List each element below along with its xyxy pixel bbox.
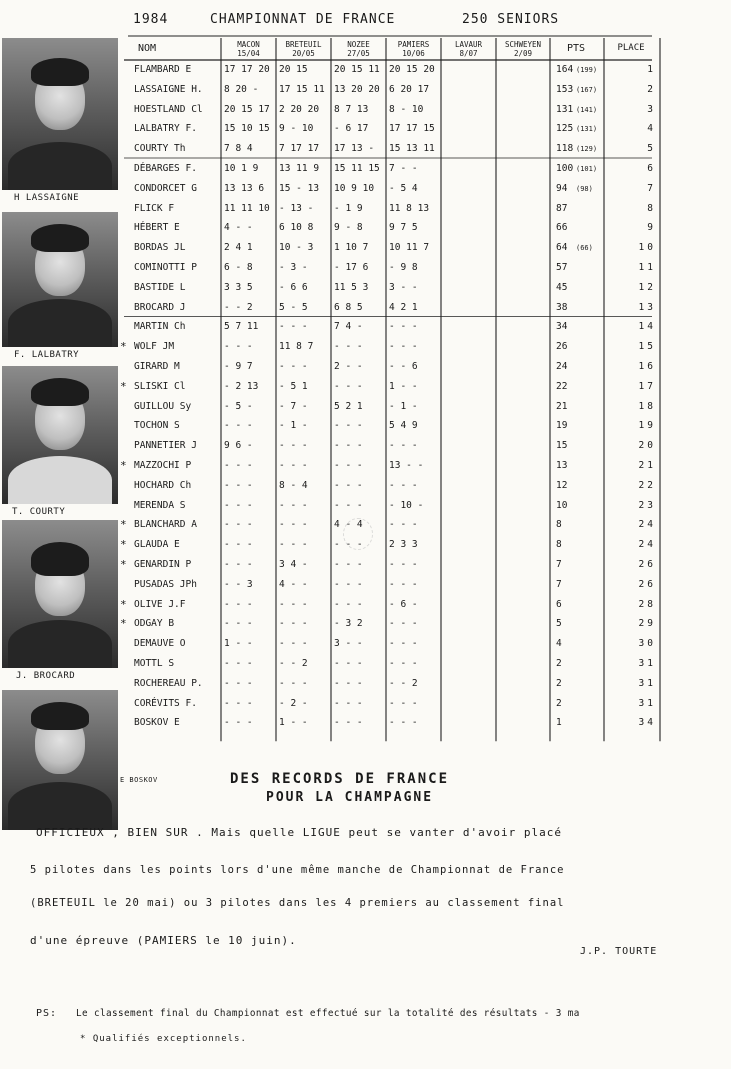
round-result: - - -: [334, 380, 363, 392]
signature: J.P. TOURTE: [580, 946, 658, 957]
qualified-marker: *: [120, 597, 127, 611]
round-place: SCHWEYEN: [504, 40, 542, 49]
round-result: 6 8 5: [334, 301, 363, 313]
final-place: 15: [638, 341, 656, 353]
rider-name: WOLF JM: [134, 341, 175, 353]
rider-name: HOCHARD Ch: [134, 479, 192, 491]
photo-caption: H LASSAIGNE: [14, 193, 80, 203]
round-date: 15/04: [237, 49, 260, 58]
rider-name: CORÉVITS F.: [134, 697, 197, 709]
points-total: 131: [556, 103, 574, 115]
round-date: 27/05: [347, 49, 370, 58]
round-result: 6 10 8: [279, 222, 314, 234]
round-result: 7 8 4: [224, 143, 253, 155]
round-result: - 2 13: [224, 380, 259, 392]
round-result: - - -: [389, 479, 418, 491]
article-line: d'une épreuve (PAMIERS le 10 juin).: [30, 934, 297, 947]
round-result: - - -: [224, 559, 253, 570]
round-result: 4 2 1: [389, 301, 418, 313]
points-total: 2: [556, 658, 562, 669]
points-total: 153: [556, 83, 574, 95]
round-result: - - -: [224, 460, 253, 471]
round-result: 3 4 -: [279, 559, 308, 570]
round-result: - - -: [224, 519, 253, 531]
points-total: 8: [556, 539, 562, 551]
points-total: 21: [556, 400, 568, 412]
qualified-marker: *: [120, 617, 127, 631]
round-result: - 6 -: [389, 598, 418, 610]
round-result: 8 - 4: [279, 479, 308, 491]
round-result: 20 15 20: [389, 64, 435, 75]
round-result: 20 15 17: [224, 103, 270, 115]
points-total: 57: [556, 262, 568, 273]
points-alt: (141): [576, 105, 598, 114]
round-result: - - -: [334, 460, 363, 471]
rider-name: BASTIDE L: [134, 281, 186, 293]
round-result: 13 - -: [389, 460, 424, 471]
rider-name: MAZZOCHI P: [134, 460, 192, 471]
round-result: - 6 17: [334, 123, 369, 135]
round-result: - - -: [389, 697, 418, 709]
round-result: 17 13 -: [334, 143, 375, 155]
round-result: - - -: [334, 578, 363, 590]
photo-caption: T. COURTY: [12, 507, 66, 517]
round-result: - 17 6: [334, 262, 369, 273]
round-result: 8 20 -: [224, 83, 259, 95]
round-result: 1 - -: [389, 380, 418, 392]
final-place: 28: [638, 598, 656, 610]
round-result: 4 - 4: [334, 519, 363, 531]
rider-name: BOSKOV E: [134, 717, 180, 729]
final-place: 34: [638, 717, 656, 729]
round-place: PAMIERS: [397, 40, 430, 49]
final-place: 31: [638, 697, 656, 709]
round-result: 4 - -: [224, 222, 253, 234]
round-result: - - -: [279, 499, 308, 511]
round-result: 11 5 3: [334, 281, 369, 293]
round-result: - 9 7: [224, 361, 253, 372]
round-result: - - -: [334, 341, 363, 353]
round-result: - - -: [389, 578, 418, 590]
points-total: 125: [556, 123, 574, 135]
round-result: 1 - -: [279, 717, 308, 729]
round-result: - - -: [279, 440, 308, 452]
points-total: 15: [556, 440, 568, 452]
final-place: 22: [638, 479, 656, 491]
round-result: - - -: [224, 677, 253, 689]
round-result: 20 15 11: [334, 64, 380, 75]
round-result: 13 20 20: [334, 83, 380, 95]
round-result: 6 - 8: [224, 262, 253, 273]
round-result: - - -: [334, 440, 363, 452]
final-place: 26: [638, 578, 656, 590]
photo-caption: F. LALBATRY: [14, 350, 80, 360]
round-result: 11 8 13: [389, 202, 430, 214]
article-line: 5 pilotes dans les points lors d'une même manche de Championnat de France: [30, 864, 565, 876]
column-header-points: PTS: [566, 43, 586, 54]
rider-name: PUSADAS JPh: [134, 578, 197, 590]
round-result: 7 - -: [389, 163, 418, 174]
round-result: - - -: [224, 598, 253, 610]
footnote: * Qualifiés exceptionnels.: [80, 1034, 247, 1044]
points-alt: (101): [576, 165, 598, 173]
round-result: 3 3 5: [224, 281, 253, 293]
round-result: - - -: [279, 638, 308, 650]
round-result: 10 9 10: [334, 182, 375, 194]
final-place: 6: [647, 163, 656, 174]
photo-caption: E BOSKOV: [120, 776, 158, 784]
round-result: - - -: [334, 717, 363, 729]
final-place: 9: [647, 222, 656, 234]
final-place: 24: [638, 519, 656, 531]
round-result: 2 3 3: [389, 539, 418, 551]
points-total: 118: [556, 143, 574, 155]
round-result: - - -: [334, 420, 363, 432]
round-result: 5 7 11: [224, 321, 259, 333]
round-result: - - -: [224, 479, 253, 491]
round-result: - 1 -: [279, 420, 308, 432]
round-result: 15 11 15: [334, 163, 380, 174]
round-result: - - -: [389, 519, 418, 531]
round-date: 2/09: [513, 49, 533, 58]
round-result: - - -: [389, 618, 418, 630]
rider-name: HOESTLAND Cl: [134, 103, 203, 115]
qualified-marker: *: [120, 379, 127, 393]
qualified-marker: *: [120, 558, 127, 571]
round-result: - 13 -: [279, 202, 314, 214]
rider-name: GIRARD M: [134, 361, 180, 372]
round-result: - - -: [389, 440, 418, 452]
final-place: 3: [647, 103, 656, 115]
rider-name: CONDORCET G: [134, 182, 197, 194]
points-total: 4: [556, 638, 562, 650]
column-header-name: NOM: [138, 43, 157, 54]
round-result: - - -: [279, 618, 308, 630]
round-result: 15 10 15: [224, 123, 270, 135]
final-place: 31: [638, 677, 656, 689]
rider-name: DEMAUVE O: [134, 638, 186, 650]
round-result: 6 20 17: [389, 83, 430, 95]
final-place: 29: [638, 618, 656, 630]
round-result: - - -: [389, 321, 418, 333]
round-result: 8 7 13: [334, 103, 369, 115]
round-place: BRETEUIL: [285, 40, 322, 49]
points-alt: (129): [576, 145, 598, 154]
column-header-round: [386, 40, 441, 58]
points-total: 64: [556, 242, 568, 254]
final-place: 23: [638, 499, 656, 511]
round-result: 10 11 7: [389, 242, 430, 254]
rider-name: MOTTL S: [134, 658, 175, 669]
round-result: - - 2: [389, 677, 418, 689]
points-total: 38: [556, 301, 568, 313]
round-result: 15 - 13: [279, 182, 320, 194]
round-result: - 5 -: [224, 400, 253, 412]
points-alt: (131): [576, 125, 598, 134]
round-result: 15 13 11: [389, 143, 435, 155]
round-result: 9 - 10: [279, 123, 314, 135]
rider-name: BROCARD J: [134, 301, 186, 313]
column-header-round: [441, 40, 496, 58]
round-result: 17 15 11: [279, 83, 325, 95]
final-place: 31: [638, 658, 656, 669]
round-result: - - -: [224, 499, 253, 511]
round-result: 7 4 -: [334, 321, 363, 333]
points-alt: (66): [576, 244, 593, 253]
round-result: - - -: [389, 717, 418, 729]
rider-name: GENARDIN P: [134, 559, 192, 570]
points-total: 13: [556, 460, 568, 471]
qualified-marker: *: [120, 538, 127, 552]
round-result: - 5 4: [389, 182, 418, 194]
round-result: 20 15: [279, 64, 308, 75]
round-result: 17 17 20: [224, 64, 270, 75]
rider-name: COURTY Th: [134, 143, 186, 155]
rider-name: BORDAS JL: [134, 242, 186, 254]
round-place: LAVAUR: [454, 40, 483, 49]
final-place: 10: [638, 242, 656, 254]
round-result: - - -: [389, 341, 418, 353]
points-total: 12: [556, 479, 568, 491]
final-place: 13: [638, 301, 656, 313]
round-result: 1 10 7: [334, 242, 369, 254]
rider-name: LASSAIGNE H.: [134, 83, 203, 95]
round-result: 5 4 9: [389, 420, 418, 432]
points-total: 26: [556, 341, 568, 353]
round-result: 4 - -: [279, 578, 308, 590]
final-place: 20: [638, 440, 656, 452]
rider-name: LALBATRY F.: [134, 123, 197, 135]
rider-name: HÉBERT E: [134, 222, 180, 234]
round-date: 20/05: [292, 49, 315, 58]
round-place: NOZEE: [347, 40, 370, 49]
rider-name: TOCHON S: [134, 420, 180, 432]
final-place: 24: [638, 539, 656, 551]
final-place: 21: [638, 460, 656, 471]
round-result: - - -: [224, 697, 253, 709]
qualified-marker: *: [120, 518, 127, 532]
round-result: 13 13 6: [224, 182, 265, 194]
final-place: 12: [638, 281, 656, 293]
points-total: 2: [556, 697, 562, 709]
final-place: 2: [647, 83, 656, 95]
final-place: 26: [638, 559, 656, 570]
round-result: - - -: [224, 658, 253, 669]
qualified-marker: *: [120, 340, 127, 354]
round-result: - 5 1: [279, 380, 308, 392]
round-result: - - 6: [389, 361, 418, 372]
round-result: - - -: [224, 717, 253, 729]
stamp: [343, 518, 373, 550]
round-result: - - -: [334, 539, 363, 551]
championship-title: CHAMPIONNAT DE FRANCE: [210, 12, 396, 27]
round-result: - 3 -: [279, 262, 308, 273]
final-place: 5: [647, 143, 656, 155]
points-alt: (199): [576, 66, 598, 74]
round-result: 3 - -: [389, 281, 418, 293]
rider-name: SLISKI Cl: [134, 380, 186, 392]
round-result: 10 1 9: [224, 163, 259, 174]
round-date: 8/07: [459, 49, 478, 58]
final-place: 30: [638, 638, 656, 650]
points-total: 2: [556, 677, 562, 689]
rider-name: ODGAY B: [134, 618, 175, 630]
round-result: - - -: [389, 638, 418, 650]
final-place: 17: [638, 380, 656, 392]
round-result: - 3 2: [334, 618, 363, 630]
points-total: 94: [556, 182, 568, 194]
final-place: 16: [638, 361, 656, 372]
column-header-place: PLACE: [617, 43, 645, 53]
round-result: - - -: [334, 677, 363, 689]
final-place: 4: [647, 123, 656, 135]
round-result: - 9 8: [389, 262, 418, 273]
article-title: DES RECORDS DE FRANCE: [230, 771, 450, 787]
photo-caption: J. BROCARD: [16, 671, 76, 681]
round-result: - - -: [279, 598, 308, 610]
round-result: - - -: [224, 420, 253, 432]
final-place: 18: [638, 400, 656, 412]
round-result: - 1 9: [334, 202, 363, 214]
article-line: (BRETEUIL le 20 mai) ou 3 pilotes dans les 4 premiers au classement final: [30, 897, 565, 909]
round-result: - - -: [224, 618, 253, 630]
points-total: 7: [556, 578, 562, 590]
round-result: 9 - 8: [334, 222, 363, 234]
round-result: 2 4 1: [224, 242, 253, 254]
points-total: 5: [556, 618, 562, 630]
year: 1984: [133, 12, 169, 27]
round-result: 3 - -: [334, 638, 363, 650]
round-result: - - 2: [279, 658, 308, 669]
round-result: - - -: [279, 321, 308, 333]
round-result: - - -: [334, 697, 363, 709]
rider-name: MARTIN Ch: [134, 321, 186, 333]
round-result: 9 7 5: [389, 222, 418, 234]
article-subtitle: POUR LA CHAMPAGNE: [266, 790, 434, 805]
round-date: 10/06: [402, 49, 425, 58]
final-place: 14: [638, 321, 656, 333]
points-total: 22: [556, 380, 568, 392]
round-result: 1 - -: [224, 638, 253, 650]
points-total: 24: [556, 361, 568, 372]
round-result: - - -: [279, 677, 308, 689]
column-header-round: [221, 40, 276, 58]
round-result: - - -: [334, 479, 363, 491]
round-result: - - -: [334, 559, 363, 570]
points-total: 34: [556, 321, 568, 333]
final-place: 1: [647, 64, 656, 75]
round-place: MACON: [237, 40, 260, 49]
round-result: - - -: [279, 361, 308, 372]
rider-name: OLIVE J.F: [134, 598, 186, 610]
ps-label: PS:: [36, 1008, 58, 1019]
rider-name: FLICK F: [134, 202, 175, 214]
points-total: 45: [556, 281, 568, 293]
round-result: - - -: [224, 539, 253, 551]
final-place: 7: [647, 182, 656, 194]
ps-text: Le classement final du Championnat est effectué sur la totalité des résultats - 3 ma: [76, 1008, 580, 1019]
final-place: 11: [638, 262, 656, 273]
final-place: 19: [638, 420, 656, 432]
rider-name: DÉBARGES F.: [134, 163, 197, 174]
qualified-marker: *: [120, 459, 127, 472]
column-header-round: [496, 40, 550, 58]
round-result: 2 - -: [334, 361, 363, 372]
round-result: - 7 -: [279, 400, 308, 412]
round-result: 5 - 5: [279, 301, 308, 313]
round-result: - 10 -: [389, 499, 424, 511]
round-result: - - -: [279, 519, 308, 531]
round-result: - 6 6: [279, 281, 308, 293]
rider-name: COMINOTTI P: [134, 262, 197, 273]
round-result: 17 17 15: [389, 123, 435, 135]
article-line: OFFICIEUX , BIEN SUR . Mais quelle LIGUE peut se vanter d'avoir placé: [36, 826, 562, 839]
round-result: - - 2: [224, 301, 253, 313]
column-header-round: [331, 40, 386, 58]
round-result: - - -: [334, 658, 363, 669]
points-alt: (98): [576, 184, 593, 193]
final-place: 8: [647, 202, 656, 214]
column-header-round: [276, 40, 331, 58]
round-result: 7 17 17: [279, 143, 320, 155]
round-result: - 2 -: [279, 697, 308, 709]
round-result: - - -: [389, 658, 418, 669]
round-result: 10 - 3: [279, 242, 314, 254]
rider-name: FLAMBARD E: [134, 64, 192, 75]
round-result: - - -: [279, 539, 308, 551]
rider-name: PANNETIER J: [134, 440, 197, 452]
points-total: 8: [556, 519, 562, 531]
round-result: - - -: [334, 499, 363, 511]
points-total: 164: [556, 64, 574, 75]
round-result: - - -: [389, 559, 418, 570]
round-result: 9 6 -: [224, 440, 253, 452]
round-result: 11 11 10: [224, 202, 270, 214]
round-result: 2 20 20: [279, 103, 320, 115]
rider-name: BLANCHARD A: [134, 519, 197, 531]
round-result: - - 3: [224, 578, 253, 590]
points-total: 19: [556, 420, 568, 432]
round-result: 11 8 7: [279, 341, 314, 353]
round-result: 13 11 9: [279, 163, 320, 174]
points-alt: (167): [576, 85, 598, 94]
points-total: 87: [556, 202, 568, 214]
round-result: 8 - 10: [389, 103, 424, 115]
round-result: - - -: [224, 341, 253, 353]
rider-name: ROCHEREAU P.: [134, 677, 203, 689]
points-total: 100: [556, 163, 574, 174]
rider-name: GUILLOU Sy: [134, 400, 192, 412]
points-total: 6: [556, 598, 562, 610]
rider-name: GLAUDA E: [134, 539, 180, 551]
round-result: - - -: [279, 460, 308, 471]
points-total: 10: [556, 499, 568, 511]
points-total: 7: [556, 559, 562, 570]
round-result: - - -: [334, 598, 363, 610]
category-title: 250 SENIORS: [462, 12, 560, 27]
round-result: 5 2 1: [334, 400, 363, 412]
points-total: 66: [556, 222, 568, 234]
points-total: 1: [556, 717, 562, 729]
round-result: - 1 -: [389, 400, 418, 412]
rider-name: MERENDA S: [134, 499, 186, 511]
